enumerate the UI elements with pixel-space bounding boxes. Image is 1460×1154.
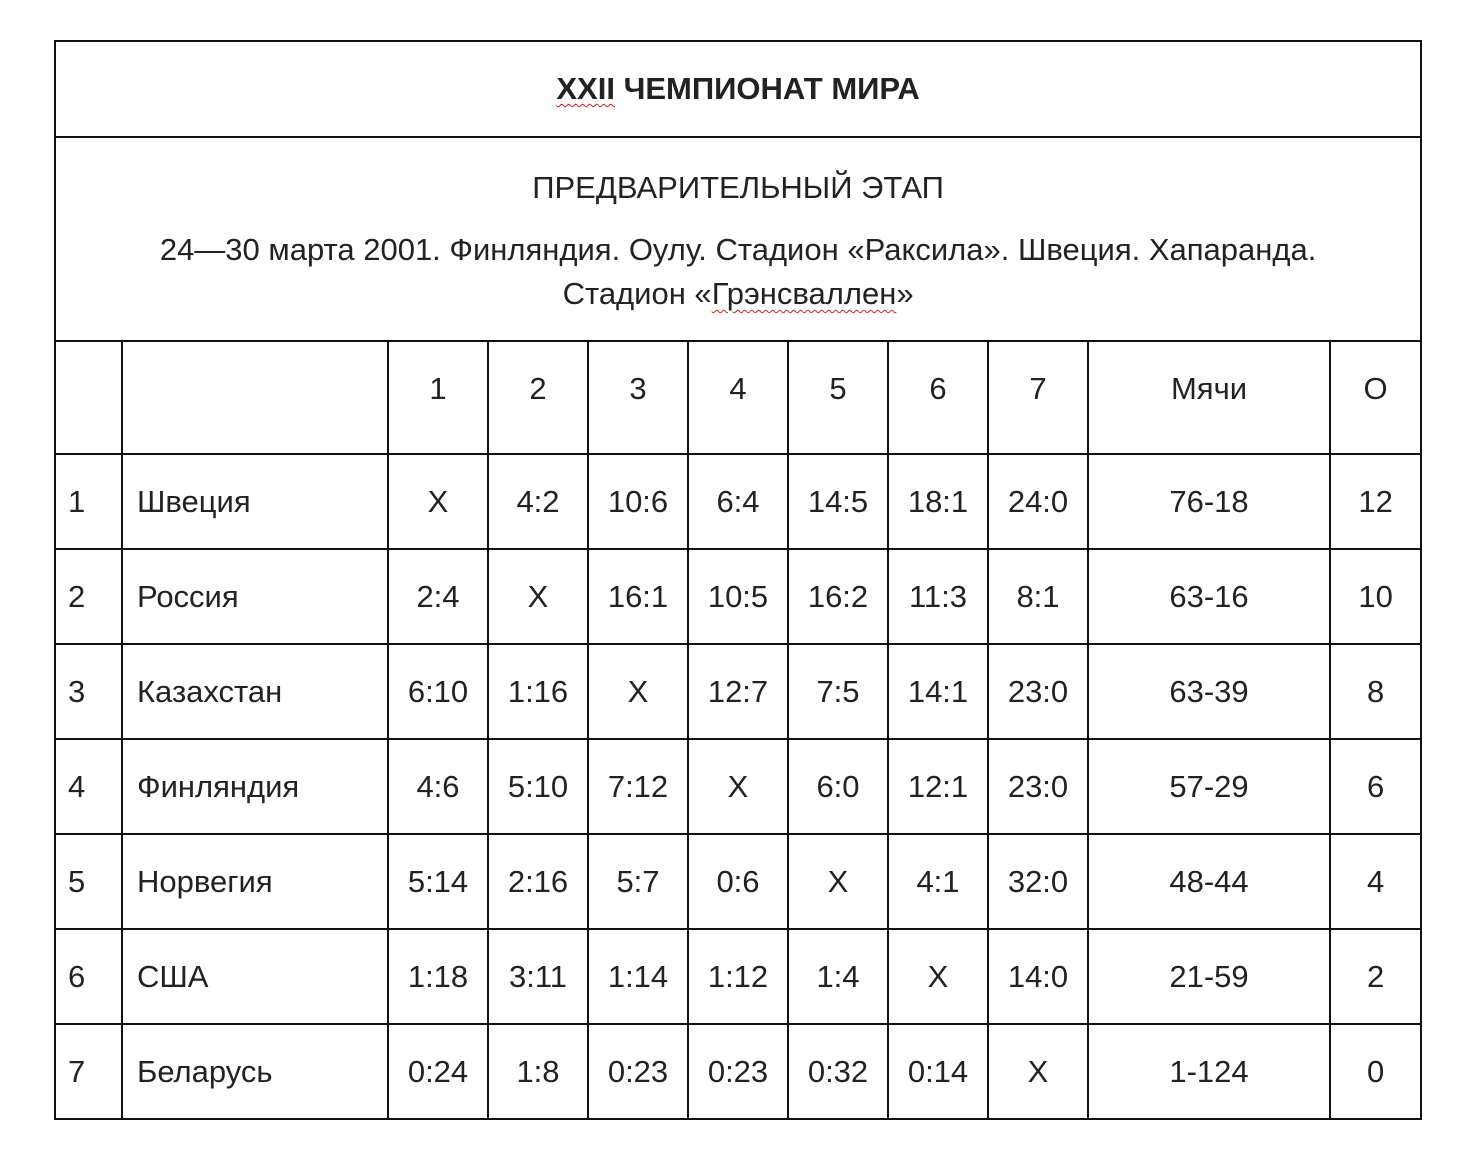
row-team: Финляндия — [122, 739, 388, 834]
score-cell: 4:1 — [888, 834, 988, 929]
row-rank: 3 — [55, 644, 122, 739]
score-cell: 32:0 — [988, 834, 1088, 929]
venue-stadium: Грэнсваллен — [711, 276, 897, 311]
score-cell: X — [888, 929, 988, 1024]
stage-label: ПРЕДВАРИТЕЛЬНЫЙ ЭТАП — [532, 170, 944, 205]
row-points: 2 — [1330, 929, 1421, 1024]
score-cell: X — [988, 1024, 1088, 1119]
header-team — [122, 341, 388, 454]
row-points: 10 — [1330, 549, 1421, 644]
score-cell: 10:5 — [688, 549, 788, 644]
score-cell: 23:0 — [988, 739, 1088, 834]
row-goals: 1-124 — [1088, 1024, 1330, 1119]
row-team: Беларусь — [122, 1024, 388, 1119]
table-row — [55, 454, 1421, 549]
score-cell: 3:11 — [488, 929, 588, 1024]
header-points: О — [1330, 341, 1421, 454]
row-points: 8 — [1330, 644, 1421, 739]
score-cell: 14:5 — [788, 454, 888, 549]
header-row — [55, 341, 1421, 454]
score-cell: 0:14 — [888, 1024, 988, 1119]
score-cell: X — [788, 834, 888, 929]
championship-table — [54, 40, 1422, 1120]
table-row — [55, 834, 1421, 929]
header-col-3: 3 — [588, 341, 688, 454]
header-col-7: 7 — [988, 341, 1088, 454]
row-rank: 2 — [55, 549, 122, 644]
score-cell: 0:32 — [788, 1024, 888, 1119]
score-cell: 23:0 — [988, 644, 1088, 739]
score-cell: 5:14 — [388, 834, 488, 929]
score-cell: 12:7 — [688, 644, 788, 739]
score-cell: 14:1 — [888, 644, 988, 739]
row-points: 6 — [1330, 739, 1421, 834]
title-row — [55, 41, 1421, 137]
score-cell: 1:14 — [588, 929, 688, 1024]
score-cell: 18:1 — [888, 454, 988, 549]
score-cell: 1:12 — [688, 929, 788, 1024]
score-cell: 7:12 — [588, 739, 688, 834]
table-row — [55, 929, 1421, 1024]
header-rank — [55, 341, 122, 454]
header-col-4: 4 — [688, 341, 788, 454]
header-col-1: 1 — [388, 341, 488, 454]
score-cell: 2:4 — [388, 549, 488, 644]
score-cell: 4:2 — [488, 454, 588, 549]
row-goals: 21-59 — [1088, 929, 1330, 1024]
score-cell: 4:6 — [388, 739, 488, 834]
score-cell: X — [488, 549, 588, 644]
score-cell: 1:4 — [788, 929, 888, 1024]
score-cell: X — [388, 454, 488, 549]
row-rank: 6 — [55, 929, 122, 1024]
document-page — [54, 40, 1420, 1120]
row-team: Россия — [122, 549, 388, 644]
score-cell: 24:0 — [988, 454, 1088, 549]
score-cell: 1:16 — [488, 644, 588, 739]
score-cell: 7:5 — [788, 644, 888, 739]
header-col-6: 6 — [888, 341, 988, 454]
row-points: 0 — [1330, 1024, 1421, 1119]
row-rank: 1 — [55, 454, 122, 549]
score-cell: 10:6 — [588, 454, 688, 549]
score-cell: 0:24 — [388, 1024, 488, 1119]
title-prefix: XXII — [556, 71, 615, 106]
score-cell: X — [688, 739, 788, 834]
score-cell: 0:6 — [688, 834, 788, 929]
row-points: 12 — [1330, 454, 1421, 549]
row-team: США — [122, 929, 388, 1024]
score-cell: 8:1 — [988, 549, 1088, 644]
table-row — [55, 644, 1421, 739]
info-row — [55, 137, 1421, 341]
row-team: Норвегия — [122, 834, 388, 929]
score-cell: 6:0 — [788, 739, 888, 834]
stage-info — [55, 137, 1421, 341]
score-cell: 16:2 — [788, 549, 888, 644]
score-cell: 1:18 — [388, 929, 488, 1024]
row-team: Казахстан — [122, 644, 388, 739]
row-goals: 76-18 — [1088, 454, 1330, 549]
score-cell: 14:0 — [988, 929, 1088, 1024]
score-cell: 5:7 — [588, 834, 688, 929]
score-cell: 5:10 — [488, 739, 588, 834]
header-col-5: 5 — [788, 341, 888, 454]
table-title — [55, 41, 1421, 137]
table-row — [55, 1024, 1421, 1119]
row-goals: 63-16 — [1088, 549, 1330, 644]
venue-after: » — [896, 276, 914, 311]
table-row — [55, 739, 1421, 834]
venue-before: 24—30 марта 2001. Финляндия. Оулу. Стадион «Раксила». Швеция. Хапаранда. Стадион « — [159, 232, 1317, 311]
score-cell: 6:4 — [688, 454, 788, 549]
header-col-2: 2 — [488, 341, 588, 454]
row-rank: 5 — [55, 834, 122, 929]
score-cell: 2:16 — [488, 834, 588, 929]
row-rank: 7 — [55, 1024, 122, 1119]
title-rest: ЧЕМПИОНАТ МИРА — [614, 71, 920, 106]
table-row — [55, 549, 1421, 644]
row-points: 4 — [1330, 834, 1421, 929]
score-cell: 0:23 — [688, 1024, 788, 1119]
row-goals: 63-39 — [1088, 644, 1330, 739]
venue-text — [56, 228, 1420, 316]
row-goals: 57-29 — [1088, 739, 1330, 834]
score-cell: 16:1 — [588, 549, 688, 644]
row-rank: 4 — [55, 739, 122, 834]
score-cell: 12:1 — [888, 739, 988, 834]
score-cell: X — [588, 644, 688, 739]
score-cell: 0:23 — [588, 1024, 688, 1119]
score-cell: 6:10 — [388, 644, 488, 739]
row-team: Швеция — [122, 454, 388, 549]
score-cell: 11:3 — [888, 549, 988, 644]
header-goals: Мячи — [1088, 341, 1330, 454]
score-cell: 1:8 — [488, 1024, 588, 1119]
row-goals: 48-44 — [1088, 834, 1330, 929]
